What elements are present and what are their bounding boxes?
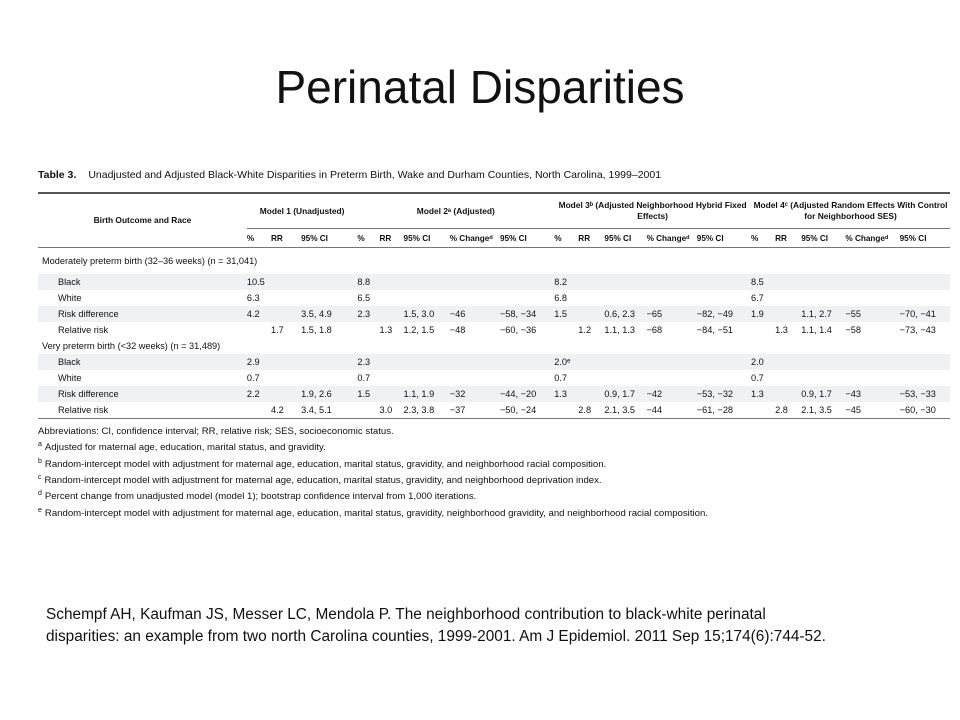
cell [751,322,775,338]
cell: 8.5 [751,274,775,290]
col-outcome-header: Birth Outcome and Race [38,193,247,248]
cell: −70, −41 [900,306,950,322]
cell: 1.1, 1.4 [801,325,832,335]
cell: 8.2 [554,274,578,290]
subhead-change: % Changeᵈ [646,233,690,243]
section-label: Very preterm birth (<32 weeks) (n = 31,489) [42,340,221,351]
cell: 1.5 [554,306,578,322]
cell [450,274,500,290]
cell: 6.8 [554,293,567,303]
cell: 2.3 [357,354,379,370]
cell: −58, −34 [500,306,554,322]
cell [900,290,950,306]
cell: 0.9, 1.7 [801,386,845,402]
cell [775,370,801,386]
row-label: Black [38,354,247,370]
subhead-ci: 95% CI [801,233,829,243]
subhead-ci: 95% CI [899,233,927,243]
cell [845,274,899,290]
cell [801,274,845,290]
cell: 1.3 [751,386,775,402]
cell: 4.2 [247,306,271,322]
cell [271,386,301,402]
cell: 0.7 [751,373,764,383]
footnote [38,487,950,503]
cell [604,290,646,306]
cell: 10.5 [247,274,271,290]
cell: 2.0 [751,354,775,370]
cell [301,354,357,370]
footnote-text: Percent change from unadjusted model (model 1); bootstrap confidence interval from 1,000 iterations. [44,491,477,503]
subhead-ci: 95% CI [301,233,328,243]
cell [775,386,801,402]
cell [379,290,403,306]
footnote-mark: c [38,473,42,481]
cell: 6.5 [357,293,371,303]
cell: −84, −51 [696,325,734,335]
cell [775,354,801,370]
cell: −48 [449,325,466,335]
cell [500,370,554,386]
cell [379,386,403,402]
cell [379,370,403,386]
cell [604,370,646,386]
cell [647,274,697,290]
cell [500,354,554,370]
cell [900,370,950,386]
subhead-rr: RR [379,233,392,243]
cell: 3.4, 5.1 [301,405,332,415]
cell: 0.9, 1.7 [604,386,646,402]
cell: 1.9, 2.6 [301,386,357,402]
cell: 1.5, 1.8 [301,325,332,335]
cell: −44, −20 [500,386,554,402]
cell [578,370,604,386]
cell [801,370,845,386]
cell [578,306,604,322]
cell [751,402,775,419]
table-label: Table 3. [38,169,77,181]
cell [578,290,604,306]
cell: 1.2, 1.5 [403,325,435,335]
slide-title: Perinatal Disparities [275,61,685,113]
table-row [38,322,950,338]
cell: −61, −28 [696,405,734,415]
subhead-ci: 95% CI [403,233,431,243]
section-row [38,248,950,275]
cell: 1.7 [270,325,284,335]
footnote [38,471,950,487]
cell: 1.2 [578,325,592,335]
cell [578,386,604,402]
cell [845,290,899,306]
model4-header: Model 4ᶜ (Adjusted Random Effects With Control for Neighborhood SES) [751,193,950,229]
cell [697,370,751,386]
cell: −32 [450,386,500,402]
table-row [38,274,950,290]
cell: 6.3 [246,293,260,303]
cell: 2.3 [357,306,379,322]
cell: 2.0ᵉ [554,354,578,370]
footnote-text: Random-intercept model with adjustment for maternal age, education, marital status, gravidity, neighborhood gravidity, and neighborhood racial composition. [44,507,708,519]
row-label: White [58,373,82,383]
table-row [38,306,950,322]
cell: −58 [845,325,861,335]
model1-header: Model 1 (Unadjusted) [247,193,357,229]
cell: −42 [647,386,697,402]
table-row [38,290,950,306]
cell: −43 [845,386,899,402]
cell: 2.9 [247,354,271,370]
row-label: Risk difference [38,386,247,402]
cell [301,290,357,306]
cell [500,274,554,290]
cell [450,370,500,386]
subhead-pct: % [554,233,562,243]
cell: 1.1, 1.9 [404,386,450,402]
row-label: White [58,293,82,303]
row-label: Black [38,274,247,290]
cell [404,370,450,386]
cell: −37 [449,405,466,415]
footnote-mark: a [38,441,42,449]
cell: 3.5, 4.9 [301,306,357,322]
cell: −60, −36 [499,325,537,335]
cell: 6.7 [751,293,764,303]
cell [247,402,271,419]
cell [775,274,801,290]
cell: 0.7 [554,373,567,383]
cell: 1.1, 1.3 [604,325,636,335]
cell [801,354,845,370]
subhead-rr: RR [578,233,591,243]
citation-line: disparities: an example from two north Carolina counties, 1999-2001. Am J Epidemiol. 2011 Sep 15;174(6):744-52. [46,628,826,645]
cell: −82, −49 [697,306,751,322]
footnote-text: Adjusted for maternal age, education, marital status, and gravidity. [44,442,326,454]
cell: 2.3, 3.8 [403,405,435,415]
cell: 1.1, 2.7 [801,306,845,322]
cell [845,370,899,386]
cell: 2.1, 3.5 [604,405,636,415]
cell [247,322,271,338]
subhead-pct: % [246,233,255,243]
cell [900,354,950,370]
table-group-header [38,193,950,229]
model2-header: Model 2ᵃ (Adjusted) [357,193,554,229]
table-row [38,354,950,370]
footnote-mark: d [38,490,42,498]
cell [647,354,697,370]
abbreviations-note: Abbreviations: CI, confidence interval; RR, relative risk; SES, socioeconomic status. [38,426,394,437]
cell [271,370,301,386]
cell: −65 [647,306,697,322]
cell [450,354,500,370]
cell: −68 [646,325,663,335]
disparities-table [38,192,950,419]
cell [379,354,403,370]
cell: −55 [845,306,899,322]
cell [554,402,578,419]
subhead-change: % Changeᵈ [449,233,493,243]
subhead-rr: RR [270,233,283,243]
table-row [38,386,950,402]
row-label: Relative risk [58,325,109,335]
footnote [38,438,950,454]
cell: 8.8 [357,274,379,290]
cell: −73, −43 [899,325,936,335]
cell [271,354,301,370]
cell [554,322,578,338]
cell [775,290,801,306]
cell: 0.6, 2.3 [604,306,646,322]
cell: 0.7 [246,373,260,383]
section-row [38,338,950,354]
cell: 1.3 [554,386,578,402]
cell: −53, −33 [900,386,950,402]
table-body [38,248,950,419]
cell: −50, −24 [499,405,537,415]
cell: 4.2 [270,405,284,415]
cell: −53, −32 [697,386,751,402]
cell: 1.3 [379,325,393,335]
cell: 0.7 [357,373,371,383]
citation-line: Schempf AH, Kaufman JS, Messer LC, Mendola P. The neighborhood contribution to black-white perinatal [46,606,766,623]
cell: 2.1, 3.5 [801,405,832,415]
cell [500,290,554,306]
cell [775,306,801,322]
cell [404,274,450,290]
footnote-text: Random-intercept model with adjustment for maternal age, education, marital status, gravidity, and neighborhood racial composition. [44,458,607,470]
footnote-mark: e [38,506,42,514]
cell [604,274,646,290]
cell [357,322,379,338]
cell [301,370,357,386]
cell [697,354,751,370]
footnote-mark: b [38,457,42,465]
cell: 2.8 [775,405,788,415]
cell [845,354,899,370]
cell [301,274,357,290]
footnote [38,455,950,471]
data-table-figure [38,168,950,520]
cell [357,402,379,419]
cell [604,354,646,370]
section-label: Moderately preterm birth (32–36 weeks) (n = 31,041) [42,255,258,266]
cell [379,306,403,322]
citation [46,604,926,648]
cell: 1.3 [775,325,788,335]
cell [697,274,751,290]
table-row [38,370,950,386]
cell: 1.5, 3.0 [404,306,450,322]
subhead-ci: 95% CI [604,233,632,243]
cell: −46 [450,306,500,322]
footnote [38,504,950,520]
table-title: Unadjusted and Adjusted Black-White Disparities in Preterm Birth, Wake and Durham Counties, North Carolina, 1999–2001 [88,169,662,181]
cell [697,290,751,306]
cell: 1.5 [357,386,379,402]
subhead-ci: 95% CI [499,233,527,243]
cell [450,290,500,306]
cell: 2.2 [247,386,271,402]
subhead-rr: RR [775,233,787,243]
cell [578,354,604,370]
cell [578,274,604,290]
table-notes [38,425,950,520]
row-label: Risk difference [38,306,247,322]
table-row [38,402,950,419]
subhead-change: % Changeᵈ [845,233,889,243]
cell: 1.9 [751,306,775,322]
cell: 2.8 [578,405,592,415]
model3-header: Model 3ᵇ (Adjusted Neighborhood Hybrid Fixed Effects) [554,193,751,229]
cell: −60, −30 [899,405,936,415]
row-label: Relative risk [58,405,109,415]
cell [801,290,845,306]
table-caption [38,168,950,182]
cell [900,274,950,290]
subhead-pct: % [357,233,365,243]
cell [271,306,301,322]
cell [404,290,450,306]
subhead-ci: 95% CI [696,233,724,243]
cell: −44 [646,405,663,415]
cell [404,354,450,370]
cell [271,274,301,290]
cell [379,274,403,290]
cell [647,290,697,306]
cell: −45 [845,405,861,415]
footnote-text: Random-intercept model with adjustment for maternal age, education, marital status, gravidity, and neighborhood deprivation index. [44,475,602,487]
cell [647,370,697,386]
cell: 3.0 [379,405,393,415]
cell [271,290,301,306]
subhead-pct: % [751,233,759,243]
